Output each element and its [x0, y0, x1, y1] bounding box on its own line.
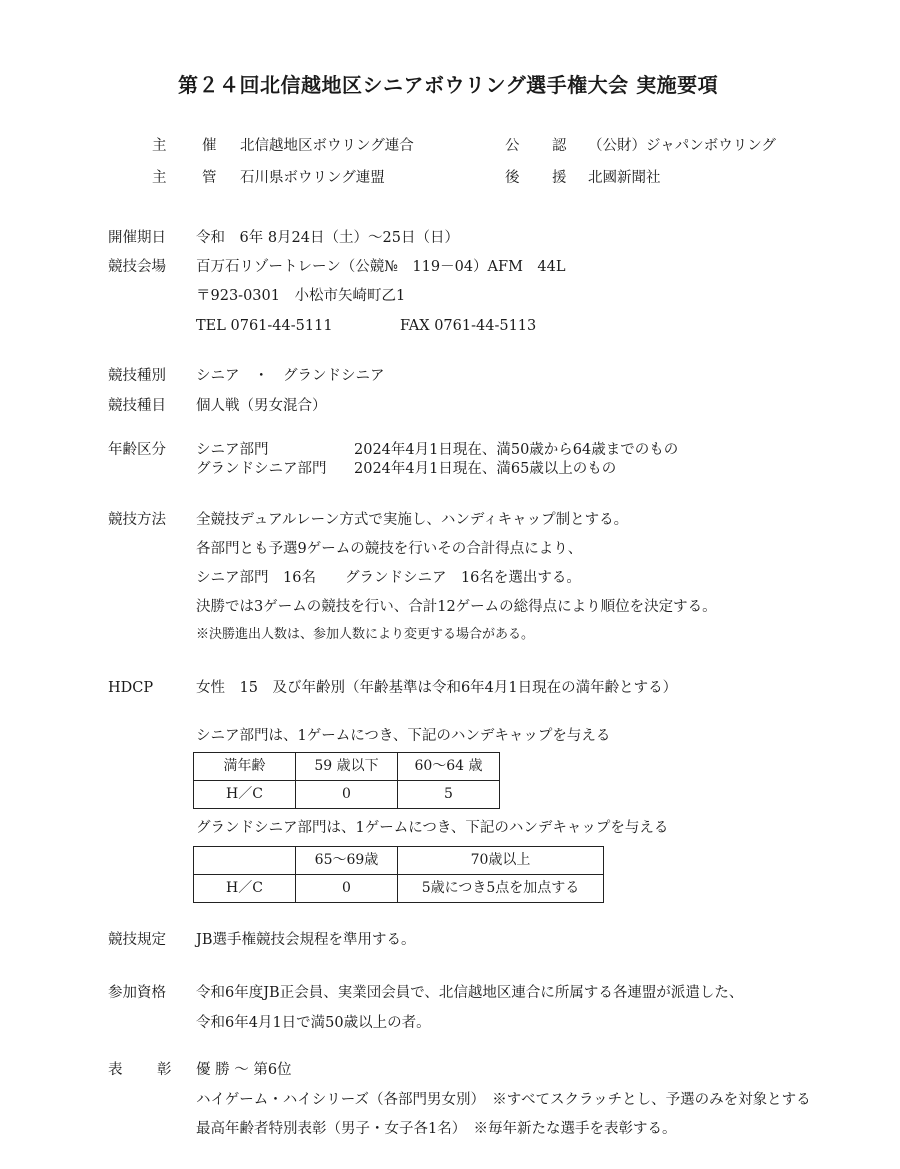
table-cell: 70歳以上 — [398, 847, 604, 875]
event-value: 個人戦（男女混合） — [196, 398, 327, 414]
method-line-2: 各部門とも予選9ゲームの競技を行いその合計得点により、 — [196, 541, 583, 557]
approved-value: （公財）ジャパンボウリング — [588, 138, 776, 154]
table-row — [194, 781, 500, 809]
table-cell: 満年齢 — [194, 753, 296, 781]
method-line-1: 全競技デュアルレーン方式で実施し、ハンディキャップ制とする。 — [196, 512, 629, 528]
hdcp-label: HDCP — [108, 680, 154, 696]
dates-label: 開催期日 — [108, 230, 166, 246]
awards-label-1: 表 — [108, 1062, 123, 1078]
approved-label-1: 公 — [505, 138, 520, 154]
table-cell: 59 歳以下 — [296, 753, 398, 781]
eligibility-line-1: 令和6年度JB正会員、実業団会員で、北信越地区連合に所属する各連盟が派遣した、 — [196, 985, 744, 1001]
venue-address: 〒923-0301 小松市矢崎町乙1 — [196, 288, 406, 304]
category-label: 競技種別 — [108, 368, 166, 384]
rules-label: 競技規定 — [108, 932, 166, 948]
manage-label-1: 主 — [152, 170, 167, 186]
hdcp-grand-intro: グランドシニア部門は、1ゲームにつき、下記のハンデキャップを与える — [196, 820, 669, 836]
method-label: 競技方法 — [108, 512, 166, 528]
eligibility-line-2: 令和6年4月1日で満50歳以上の者。 — [196, 1015, 431, 1031]
table-cell: H／C — [194, 875, 296, 903]
support-value: 北國新聞社 — [588, 170, 661, 186]
grand-hdcp-table — [193, 846, 604, 903]
age-label: 年齢区分 — [108, 442, 166, 458]
age-senior-name: シニア部門 — [196, 442, 269, 458]
table-cell: 5 — [398, 781, 500, 809]
method-note: ※決勝進出人数は、参加人数により変更する場合がある。 — [196, 627, 535, 642]
page-title: 第２４回北信越地区シニアボウリング選手権大会 実施要項 — [178, 73, 719, 97]
support-label-1: 後 — [505, 170, 520, 186]
host-value: 北信越地区ボウリング連合 — [240, 138, 414, 154]
method-line-4: 決勝では3ゲームの競技を行い、合計12ゲームの総得点により順位を決定する。 — [196, 599, 717, 615]
eligibility-label: 参加資格 — [108, 985, 166, 1001]
table-cell — [194, 847, 296, 875]
senior-hdcp-table — [193, 752, 500, 809]
awards-line-2: ハイゲーム・ハイシリーズ（各部門男女別） ※すべてスクラッチとし、予選のみを対象とする — [196, 1092, 811, 1108]
venue-tel: TEL 0761-44-5111 — [196, 318, 333, 334]
venue-label: 競技会場 — [108, 259, 166, 275]
event-label: 競技種目 — [108, 398, 166, 414]
table-cell: 0 — [296, 781, 398, 809]
table-row — [194, 847, 604, 875]
awards-line-1: 優 勝 ～ 第6位 — [196, 1062, 292, 1078]
venue-name: 百万石リゾートレーン（公競№ 119－04）AFM 44L — [196, 259, 566, 275]
manage-label-2: 管 — [202, 170, 217, 186]
host-label-2: 催 — [202, 138, 217, 154]
approved-label-2: 認 — [552, 138, 567, 154]
rules-value: JB選手権競技会規程を準用する。 — [196, 932, 416, 948]
table-cell: H／C — [194, 781, 296, 809]
table-cell: 0 — [296, 875, 398, 903]
table-cell: 60～64 歳 — [398, 753, 500, 781]
dates-value: 令和 6年 8月24日（土）～25日（日） — [196, 230, 459, 246]
table-cell: 5歳につき5点を加点する — [398, 875, 604, 903]
table-cell: 65～69歳 — [296, 847, 398, 875]
manage-value: 石川県ボウリング連盟 — [240, 170, 385, 186]
table-row — [194, 875, 604, 903]
hdcp-main: 女性 15 及び年齢別（年齢基準は令和6年4月1日現在の満年齢とする） — [196, 680, 678, 696]
age-grand-rule: 2024年4月1日現在、満65歳以上のもの — [354, 461, 617, 477]
method-line-3: シニア部門 16名 グランドシニア 16名を選出する。 — [196, 570, 581, 586]
age-senior-rule: 2024年4月1日現在、満50歳から64歳までのもの — [354, 442, 679, 458]
support-label-2: 援 — [552, 170, 567, 186]
hdcp-senior-intro: シニア部門は、1ゲームにつき、下記のハンデキャップを与える — [196, 728, 611, 744]
awards-line-3: 最高年齢者特別表彰（男子・女子各1名） ※毎年新たな選手を表彰する。 — [196, 1121, 677, 1137]
category-value: シニア ・ グランドシニア — [196, 368, 385, 384]
table-row — [194, 753, 500, 781]
host-label-1: 主 — [152, 138, 167, 154]
age-grand-name: グランドシニア部門 — [196, 461, 327, 477]
awards-label-2: 彰 — [157, 1062, 172, 1078]
venue-fax: FAX 0761-44-5113 — [400, 318, 537, 334]
